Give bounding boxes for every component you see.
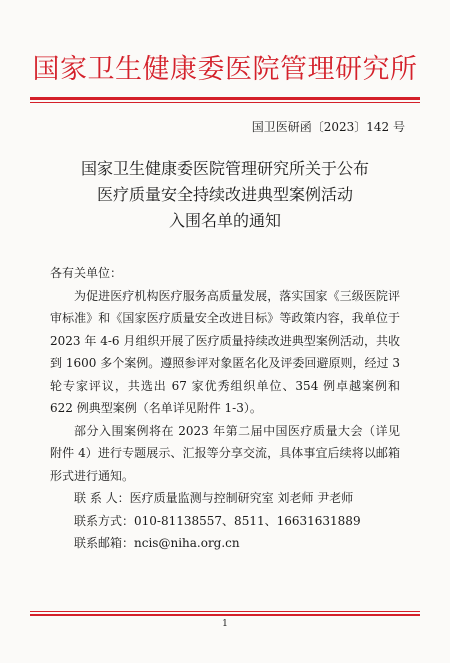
document-title	[0, 156, 450, 234]
contact-email-value: ncis@niha.org.cn	[134, 536, 240, 550]
title-line: 医疗质量安全持续改进典型案例活动	[96, 185, 353, 204]
org-header-title: 国家卫生健康委医院管理研究所	[32, 54, 418, 85]
footer-red-rule-thin	[30, 611, 420, 612]
contact-phone-line	[50, 510, 400, 533]
title-line: 入围名单的通知	[168, 211, 281, 230]
contact-email-label: 联系邮箱：	[74, 536, 135, 550]
title-line: 国家卫生健康委医院管理研究所关于公布	[80, 159, 369, 178]
contact-phone-label: 联系方式：	[74, 513, 135, 528]
footer-red-rule-thick	[30, 614, 420, 616]
header-red-rule-thin	[30, 102, 420, 103]
contact-person-line	[50, 487, 400, 510]
contact-email-line	[50, 532, 400, 555]
body-paragraph: 部分入围案例将在 2023 年第二届中国医疗质量大会（详见附件 4）进行专题展示、汇报等分享交流，具体事宜后续将以邮箱形式进行通知。	[50, 423, 400, 483]
contact-phone-value: 010-81138557、8511、16631631889	[134, 513, 361, 528]
document-body	[50, 262, 400, 555]
salutation: 各有关单位：	[50, 266, 123, 280]
contact-person-value: 医疗质量监测与控制研究室 刘老师 尹老师	[129, 491, 354, 505]
document-number: 国卫医研函〔2023〕142 号	[251, 120, 405, 134]
page-number: 1	[222, 619, 228, 629]
body-paragraph: 为促进医疗机构医疗服务高质量发展，落实国家《三级医院评审标准》和《国家医疗质量安全改进目标》等政策内容，我单位于 2023 年 4-6 月组织开展了医疗质量持续改进典型案例活动，共收到 1600 多个案例。遵照参评对象匿名化及评委回避原则，经过 3 轮专家评议，共选出 67 家优秀组织单位、354 例卓越案例和 622 例典型案例（名单详见附件 1-3）。	[50, 288, 400, 415]
contact-person-label: 联 系 人：	[74, 491, 130, 505]
header-red-rule-thick	[30, 97, 420, 100]
